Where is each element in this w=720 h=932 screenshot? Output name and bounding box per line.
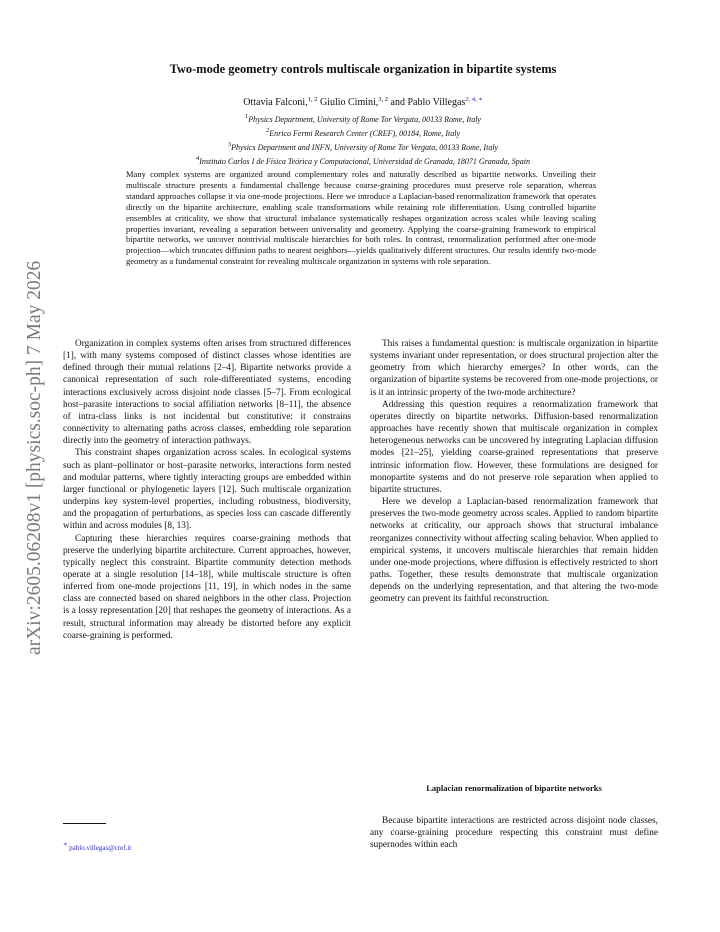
body-paragraph: Here we develop a Laplacian-based renormalization framework that preserves the two-mode geometry across scales. Applied to random bipartite networks at criticality, our approach shows that structural imbalance reorganizes connectivity without affecting scaling behavior. When applied to empirical systems, it uncovers multiscale hierarchies that remain hidden under one-mode projections, where diffusion is effectively restricted to short paths. Together, these results demonstrate that multiscale organization depends on the underlying representation, and that altering the two-mode geometry can prevent its faithful reconstruction. bbox=[370, 497, 658, 605]
body-paragraph: This constraint shapes organization across scales. In ecological systems such as plant–pollinator or host–parasite networks, interactions form nested and modular patterns, where tightly interacting groups are embedded within larger functional or phylogenetic layers [12]. Such multiscale organization underpins key system-level properties, including robustness, biodiversity, and the propagation of perturbations, as species loss can cascade differently within and across modules [8, 13]. bbox=[63, 448, 351, 532]
footnote-marker: ∗ bbox=[63, 841, 68, 848]
body-paragraph: Addressing this question requires a renormalization framework that operates directly on bipartite networks. Diffusion-based renormalization approaches have recently shown that multiscale organization in complex heterogeneous networks can be uncovered by integrating Laplacian diffusion modes [21–25], yielding coarse-grained representations that preserve intrinsic information flow. However, these formulations are designed for monopartite systems and do not preserve role separation when applied to bipartite structures. bbox=[370, 399, 658, 495]
affiliation-text: Physics Department and INFN, University of Rome Tor Vergata, 00133 Rome, Italy bbox=[231, 143, 499, 153]
affiliation-line bbox=[90, 139, 636, 153]
author-affiliation-marker: 1, 2 bbox=[307, 96, 318, 103]
footnote-rule bbox=[63, 823, 106, 824]
affiliation-text: Physics Department, University of Rome Tor Vergata, 00133 Rome, Italy bbox=[248, 115, 481, 124]
body-right-column bbox=[370, 338, 658, 605]
affiliation-line bbox=[90, 111, 636, 125]
body-paragraph: Organization in complex systems often arises from structured differences [1], with many systems composed of distinct classes whose identities are defined through their mutual relations [2–4]. Bipartite networks provide a canonical representation of such role-differentiated systems, encoding interactions exclusively across disjoint node classes [5–7]. From ecological host–parasite interactions to social affiliation networks [8–11], the absence of intra-class links is not incidental but constitutive: it constrains connectivity to alternating paths across classes, embedding role separation directly into the geometry of interaction pathways. bbox=[63, 339, 351, 447]
body-paragraph: Capturing these hierarchies requires coarse-graining methods that preserve the underlying bipartite architecture. Current approaches, however, typically neglect this constraint. Bipartite community detection methods operate at a single resolution [14–18], while multiscale structure is often inferred from one-mode projections [11, 19], in which nodes in the same class are connected based on shared neighbors in the other class. Projection is a lossy representation [20] that reshapes the geometry of interactions. As a result, structural information may already be distorted before any explicit coarse-graining is performed. bbox=[63, 533, 351, 641]
abstract: Many complex systems are organized around complementary roles and naturally described as bipartite networks. Unveiling their multiscale structure presents a fundamental challenge because coarse-graining procedures must preserve role separation, whereas standard approaches collapse it via one-mode projections. Here we introduce a Laplacian-based renormalization framework that operates directly on the bipartite architecture, enabling scale transformations while retaining role differentiation. Using controlled bipartite ensembles at criticality, we show that structural imbalance systematically reshapes organization across scales while leaving scaling properties invariant, revealing a separation between universality and geometry. Applying the coarse-graining framework to empirical bipartite networks, we uncover nontrivial multiscale hierarchies for both roles. In contrast, renormalization performed after one-mode projection—which truncates diffusion paths to nearest neighbors—yields qualitatively different structures. Our results identify two-mode geometry as a fundamental constraint for revealing multiscale organization in systems with role separation. bbox=[126, 169, 596, 267]
affiliation-text: Enrico Fermi Research Center (CREF), 00184, Rome, Italy bbox=[269, 129, 460, 139]
email-link[interactable]: pablo.villegas@cref.it bbox=[69, 844, 132, 852]
author-list bbox=[90, 95, 636, 108]
affiliation-list bbox=[90, 111, 636, 167]
section-body bbox=[370, 815, 658, 851]
affiliation-marker: 4 bbox=[195, 155, 200, 163]
affiliation-marker: 2 bbox=[265, 127, 270, 135]
arxiv-stamp bbox=[14, 215, 48, 655]
body-paragraph: This raises a fundamental question: is multiscale organization in bipartite systems invariant under representation, or does structural projection alter the geometry from which hierarchy emerges? In other words, can the organization of bipartite systems be recovered from one-mode projections, or is it an intrinsic property of the two-mode architecture? bbox=[370, 339, 658, 398]
author-name: Giulio Cimini, bbox=[319, 97, 379, 108]
affiliation-text: Instituto Carlos I de Física Teórica y Computacional, Universidad de Granada, 18071 Granada, Spain bbox=[199, 157, 531, 167]
author-name: Ottavia Falconi, bbox=[243, 97, 308, 108]
affiliation-marker: 3 bbox=[227, 141, 232, 149]
author-affiliation-marker: 3, 2 bbox=[378, 96, 389, 103]
section-heading: Laplacian renormalization of bipartite networks bbox=[426, 783, 602, 793]
arxiv-identifier: arXiv:2605.06208v1 [physics.soc-ph] 7 May 2026 bbox=[24, 260, 45, 655]
corresponding-author-footnote bbox=[63, 840, 131, 852]
body-paragraph: Because bipartite interactions are restricted across disjoint node classes, any coarse-graining procedure respecting this constraint must define supernodes within each bbox=[370, 816, 658, 851]
affiliation-line bbox=[90, 153, 636, 167]
affiliation-line bbox=[90, 125, 636, 139]
body-left-column bbox=[63, 338, 351, 642]
paper-title: Two-mode geometry controls multiscale organization in bipartite systems bbox=[169, 62, 557, 76]
author-affiliation-marker[interactable]: 2, 4, ∗ bbox=[465, 96, 483, 103]
author-name: and Pablo Villegas bbox=[390, 97, 466, 108]
affiliation-marker: 1 bbox=[245, 113, 249, 120]
